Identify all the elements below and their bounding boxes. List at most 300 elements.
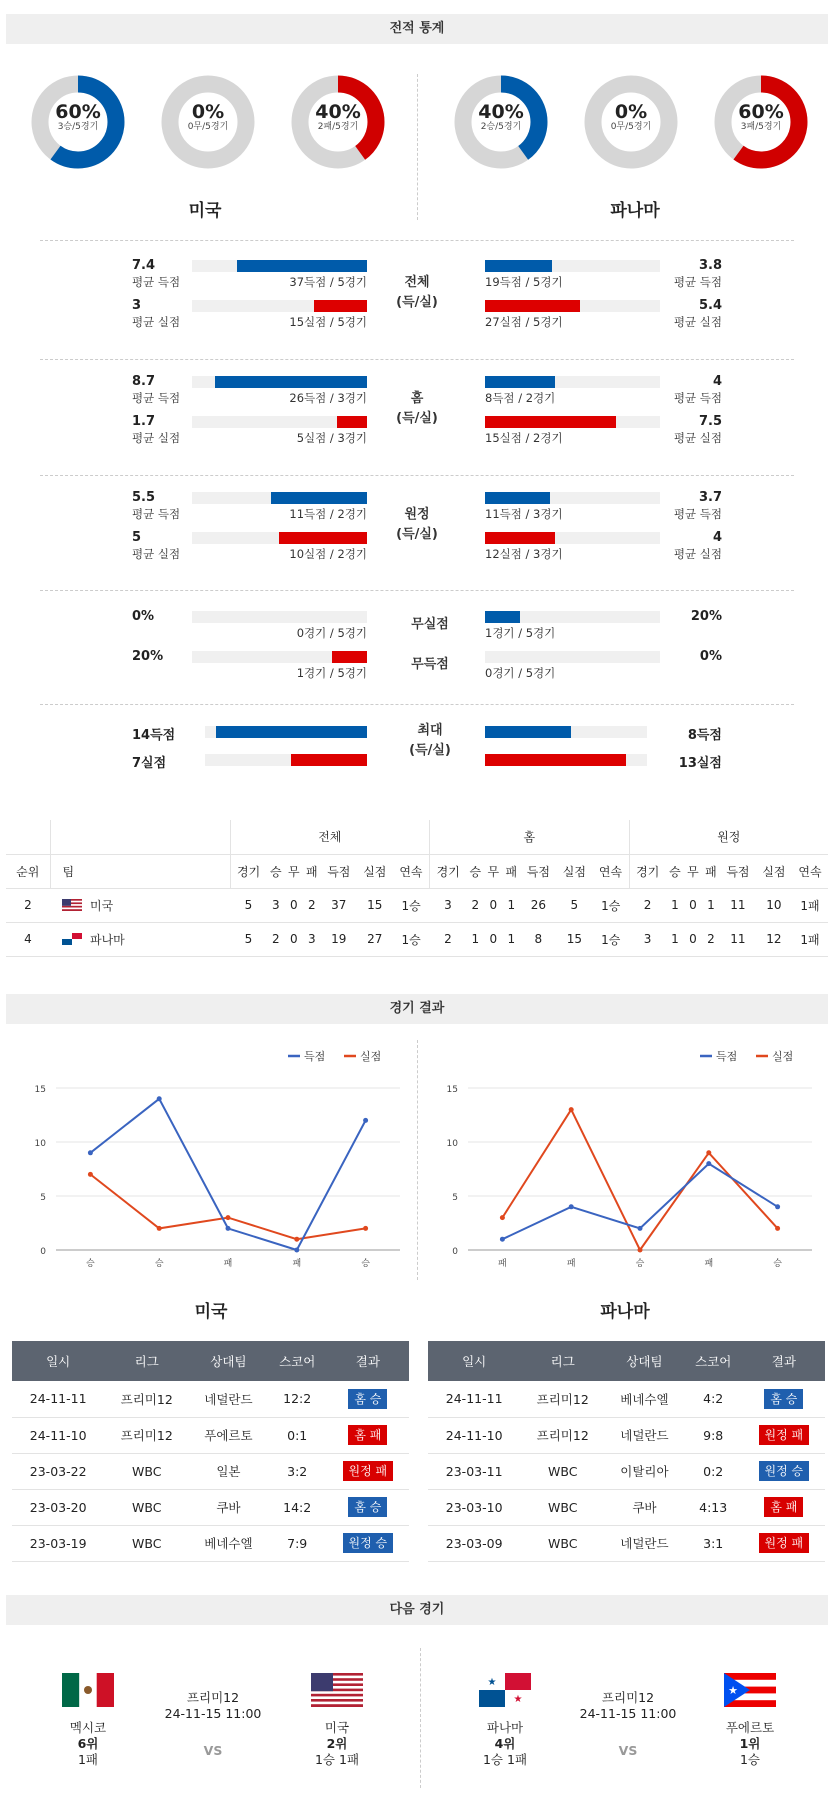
standings-column-header: 연속 <box>792 854 828 888</box>
donut-percent: 40% <box>315 101 361 123</box>
data-point <box>294 1248 299 1253</box>
results-row <box>12 1417 409 1453</box>
standings-group-header: 홈 <box>430 820 630 854</box>
result-badge: 홈 패 <box>348 1425 387 1445</box>
standings-cell: 2 <box>267 922 285 956</box>
results-cell: WBC <box>104 1453 189 1489</box>
results-column-header: 결과 <box>327 1341 409 1381</box>
next-team-rank: 4위 <box>494 1736 516 1751</box>
away-chart-title: 파나마 <box>600 1302 650 1322</box>
standings-group-header: 원정 <box>629 820 828 854</box>
bar-track <box>192 611 367 623</box>
data-point <box>775 1226 780 1231</box>
standings-cell: 11 <box>720 922 756 956</box>
stat-category-name: 홈 <box>410 391 424 406</box>
results-cell: 프리미12 <box>520 1381 605 1417</box>
away-stat-value: 7.5 <box>698 414 722 429</box>
results-cell: 쿠바 <box>605 1489 684 1525</box>
results-cell: 베네수엘 <box>605 1381 684 1417</box>
standings-column-header: 승 <box>666 854 684 888</box>
away-stat-label: 평균 실점 <box>673 547 722 561</box>
home-stat-caption: 10실점 / 2경기 <box>289 547 367 561</box>
y-tick-label: 10 <box>446 1139 458 1149</box>
standings-cell: 11 <box>720 888 756 922</box>
standings-cell: 0 <box>684 922 702 956</box>
standings-cell: 1 <box>502 888 520 922</box>
x-tick-label: 패 <box>498 1259 507 1269</box>
puerto-rico-flag-icon <box>724 1673 776 1707</box>
data-point <box>569 1107 574 1112</box>
x-tick-label: 패 <box>704 1259 714 1269</box>
next-time: 24-11-15 11:00 <box>164 1706 262 1721</box>
donut-percent: 60% <box>55 101 101 123</box>
results-cell: 23-03-10 <box>428 1489 520 1525</box>
home-stat-value: 1.7 <box>132 414 156 429</box>
standings-cell: 1승 <box>592 922 629 956</box>
results-cell <box>743 1417 825 1453</box>
standings-cell: 0 <box>484 888 502 922</box>
results-row <box>12 1453 409 1489</box>
results-cell: 24-11-10 <box>12 1417 104 1453</box>
standings-table <box>6 820 828 957</box>
away-stat-caption: 19득점 / 5경기 <box>485 275 563 289</box>
next-team-name: 미국 <box>324 1720 350 1735</box>
standings-team-cell <box>50 888 230 922</box>
standings-head-row <box>6 854 828 888</box>
home-stat-bar <box>337 416 367 428</box>
stat-category-unit: (득/실) <box>396 295 438 310</box>
standings-cell: 15 <box>357 888 393 922</box>
x-tick-label: 승 <box>361 1259 370 1269</box>
home-max-bar <box>291 754 367 766</box>
donut-subtext: 0무/5경기 <box>187 122 229 132</box>
legend-scored-label: 득점 <box>304 1050 326 1063</box>
home-max-value: 14득점 <box>132 728 176 743</box>
home-stat-caption: 15실점 / 5경기 <box>289 315 367 329</box>
data-point <box>157 1226 162 1231</box>
donut-percent: 0% <box>191 101 225 123</box>
max-category <box>390 721 470 761</box>
results-section-header: 경기 결과 <box>6 994 828 1024</box>
data-point <box>88 1172 93 1177</box>
home-clean-value: 20% <box>132 649 164 664</box>
standings-column-header: 순위 <box>6 854 50 888</box>
standings-column-header: 득점 <box>321 854 357 888</box>
home-stat-value: 8.7 <box>132 374 156 389</box>
result-badge: 홈 승 <box>348 1497 387 1517</box>
away-stat-caption: 11득점 / 3경기 <box>485 507 563 521</box>
away-stat-bar <box>485 260 552 272</box>
next-team-info <box>700 1720 800 1768</box>
standings-cell: 1 <box>666 888 684 922</box>
standings-cell: 15 <box>556 922 592 956</box>
donut-label <box>160 74 256 133</box>
results-cell: 9:8 <box>684 1417 743 1453</box>
x-tick-label: 승 <box>154 1259 164 1269</box>
next-team-info <box>38 1720 138 1768</box>
y-tick-label: 15 <box>446 1085 458 1095</box>
y-tick-label: 0 <box>452 1247 458 1257</box>
result-badge: 홈 승 <box>764 1389 803 1409</box>
mexico-flag-icon <box>62 1673 114 1707</box>
next-team-record: 1승 <box>739 1752 761 1767</box>
donut-subtext: 3승/5경기 <box>57 122 99 132</box>
results-row <box>428 1525 825 1561</box>
results-row <box>12 1525 409 1561</box>
next-team-record: 1패 <box>77 1752 99 1767</box>
away-stat-value: 5.4 <box>698 298 722 313</box>
results-cell: 12:2 <box>268 1381 327 1417</box>
away-stat-label: 평균 득점 <box>673 391 722 405</box>
results-cell: 0:1 <box>268 1417 327 1453</box>
standings-cell: 2 <box>702 922 720 956</box>
results-cell: 24-11-10 <box>428 1417 520 1453</box>
section-divider <box>40 475 794 476</box>
home-stat-label: 평균 실점 <box>132 547 181 561</box>
standings-cell: 1승 <box>393 922 430 956</box>
away-line-chart <box>432 1040 820 1280</box>
away-stat-caption: 12실점 / 3경기 <box>485 547 563 561</box>
standings-cell: 27 <box>357 922 393 956</box>
data-point <box>706 1150 711 1155</box>
standings-column-header: 실점 <box>357 854 393 888</box>
away-clean-value: 0% <box>699 649 722 664</box>
svg-text:★: ★ <box>728 1684 738 1697</box>
standings-cell: 0 <box>684 888 702 922</box>
standings-cell: 2 <box>303 888 321 922</box>
away-stat-caption: 27실점 / 5경기 <box>485 315 563 329</box>
result-badge: 원정 패 <box>343 1461 394 1481</box>
standings-column-header: 무 <box>285 854 303 888</box>
results-column-header: 결과 <box>743 1341 825 1381</box>
results-row <box>428 1381 825 1417</box>
home-stat-label: 평균 득점 <box>132 391 181 405</box>
y-tick-label: 0 <box>40 1247 46 1257</box>
result-badge: 원정 승 <box>759 1461 810 1481</box>
away-max-value: 8득점 <box>687 728 722 743</box>
results-cell: 네덜란드 <box>189 1381 268 1417</box>
standings-column-header: 연속 <box>592 854 629 888</box>
results-cell: 24-11-11 <box>12 1381 104 1417</box>
standings-cell: 0 <box>484 922 502 956</box>
away-stat-value: 4 <box>712 530 722 545</box>
clean-category: 무실점 <box>411 617 449 632</box>
data-point <box>500 1215 505 1220</box>
stat-category <box>377 273 457 313</box>
results-cell: 7:9 <box>268 1525 327 1561</box>
results-cell: WBC <box>104 1525 189 1561</box>
away-max-bar <box>485 754 626 766</box>
stat-category-name: 전체 <box>404 275 430 290</box>
stat-category-unit: (득/실) <box>396 527 438 542</box>
results-column-header: 리그 <box>520 1341 605 1381</box>
results-row <box>12 1489 409 1525</box>
standings-group-header: 전체 <box>230 820 430 854</box>
home-stat-caption: 5실점 / 3경기 <box>296 431 367 445</box>
next-team-record: 1승 1패 <box>482 1752 528 1767</box>
y-tick-label: 5 <box>40 1193 46 1203</box>
standings-cell: 3 <box>303 922 321 956</box>
results-cell: 쿠바 <box>189 1489 268 1525</box>
away-stat-bar <box>485 416 616 428</box>
results-cell: 프리미12 <box>104 1417 189 1453</box>
next-game-info <box>153 1690 273 1722</box>
standings-column-header: 득점 <box>720 854 756 888</box>
results-cell: 푸에르토 <box>189 1417 268 1453</box>
results-cell: WBC <box>104 1489 189 1525</box>
next-team-record: 1승 1패 <box>314 1752 360 1767</box>
team-name: 미국 <box>90 898 114 913</box>
next-team-name: 푸에르토 <box>725 1720 775 1735</box>
x-tick-label: 패 <box>292 1259 302 1269</box>
home-stat-label: 평균 득점 <box>132 507 181 521</box>
results-cell: 23-03-22 <box>12 1453 104 1489</box>
donut-label <box>713 74 809 133</box>
standings-cell: 3 <box>430 888 467 922</box>
home-clean-caption: 1경기 / 5경기 <box>296 666 367 680</box>
results-cell: 일본 <box>189 1453 268 1489</box>
results-head-row <box>12 1341 409 1381</box>
section-divider <box>40 590 794 591</box>
results-row <box>428 1453 825 1489</box>
y-tick-label: 10 <box>34 1139 46 1149</box>
donut-percent: 60% <box>738 101 784 123</box>
results-column-header: 스코어 <box>684 1341 743 1381</box>
away-max-value: 13실점 <box>678 756 722 771</box>
home-line-chart <box>20 1040 408 1280</box>
results-cell <box>743 1489 825 1525</box>
standings-cell: 37 <box>321 888 357 922</box>
usa-flag-icon <box>62 899 82 914</box>
standings-column-header: 무 <box>484 854 502 888</box>
away-max-bar <box>485 726 571 738</box>
results-row <box>428 1489 825 1525</box>
away-stat-caption: 8득점 / 2경기 <box>485 391 556 405</box>
results-cell: 프리미12 <box>104 1381 189 1417</box>
data-point <box>569 1204 574 1209</box>
home-stat-value: 5 <box>132 530 142 545</box>
legend-conceded-label: 실점 <box>772 1050 794 1063</box>
results-cell: 3:1 <box>684 1525 743 1561</box>
home-stat-bar <box>237 260 367 272</box>
results-column-header: 일시 <box>12 1341 104 1381</box>
standings-cell: 1승 <box>592 888 629 922</box>
standings-column-header: 팀 <box>50 854 230 888</box>
standings-cell: 2 <box>6 888 50 922</box>
results-cell: 네덜란드 <box>605 1417 684 1453</box>
home-stat-label: 평균 실점 <box>132 431 181 445</box>
home-stat-value: 3 <box>132 298 142 313</box>
data-point <box>226 1215 231 1220</box>
section-divider <box>40 359 794 360</box>
home-results-table <box>12 1341 409 1562</box>
standings-cell: 3 <box>267 888 285 922</box>
home-stat-value: 7.4 <box>132 258 156 273</box>
donut-label <box>30 74 126 133</box>
next-game-info <box>568 1690 688 1722</box>
home-chart-title: 미국 <box>194 1302 228 1322</box>
home-max-value: 7실점 <box>132 756 167 771</box>
home-clean-value: 0% <box>132 609 155 624</box>
team-name: 파나마 <box>90 932 125 947</box>
standings-column-header: 패 <box>303 854 321 888</box>
standings-cell: 2 <box>466 888 484 922</box>
record-section-header: 전적 통계 <box>6 14 828 44</box>
donut-percent: 40% <box>478 101 524 123</box>
divider <box>417 1040 418 1280</box>
x-tick-label: 승 <box>635 1259 645 1269</box>
result-badge: 원정 승 <box>343 1533 394 1553</box>
home-stat-bar <box>314 300 367 312</box>
empty-cell <box>6 820 50 854</box>
y-tick-label: 15 <box>34 1085 46 1095</box>
data-point <box>363 1118 368 1123</box>
data-point <box>363 1226 368 1231</box>
home-clean-bar <box>332 651 367 663</box>
section-divider <box>40 240 794 241</box>
standings-column-header: 패 <box>702 854 720 888</box>
standings-team-cell <box>50 922 230 956</box>
results-cell: 3:2 <box>268 1453 327 1489</box>
data-point <box>226 1226 231 1231</box>
standings-column-header: 승 <box>466 854 484 888</box>
home-stat-bar <box>271 492 367 504</box>
standings-cell: 1 <box>702 888 720 922</box>
data-point <box>88 1150 93 1155</box>
next-league: 프리미12 <box>186 1690 240 1705</box>
results-cell: 23-03-09 <box>428 1525 520 1561</box>
results-row <box>12 1381 409 1417</box>
svg-text:★: ★ <box>513 1694 523 1705</box>
away-stat-label: 평균 득점 <box>673 507 722 521</box>
away-stat-value: 4 <box>712 374 722 389</box>
donut-label <box>453 74 549 133</box>
results-cell <box>327 1453 409 1489</box>
stat-category-unit: (득/실) <box>396 411 438 426</box>
standings-cell: 1패 <box>792 888 828 922</box>
data-point <box>500 1237 505 1242</box>
home-stat-bar <box>279 532 367 544</box>
results-cell: 4:13 <box>684 1489 743 1525</box>
vs-label: VS <box>618 1743 638 1758</box>
away-clean-value: 20% <box>690 609 722 624</box>
standings-column-header: 패 <box>502 854 520 888</box>
standings-column-header: 경기 <box>430 854 467 888</box>
donut-percent: 0% <box>614 101 648 123</box>
results-cell: 23-03-19 <box>12 1525 104 1561</box>
results-column-header: 스코어 <box>268 1341 327 1381</box>
standings-column-header: 무 <box>684 854 702 888</box>
away-stat-label: 평균 실점 <box>673 431 722 445</box>
away-stat-bar <box>485 532 555 544</box>
standings-cell: 4 <box>6 922 50 956</box>
next-team-rank: 1위 <box>739 1736 761 1751</box>
results-cell: 프리미12 <box>520 1417 605 1453</box>
standings-cell: 0 <box>285 922 303 956</box>
standings-cell: 10 <box>756 888 792 922</box>
data-point <box>706 1161 711 1166</box>
result-badge: 홈 승 <box>348 1389 387 1409</box>
home-stat-bar <box>215 376 367 388</box>
standings-column-header: 승 <box>267 854 285 888</box>
standings-column-header: 경기 <box>230 854 267 888</box>
standings-cell: 5 <box>230 888 267 922</box>
results-cell: 4:2 <box>684 1381 743 1417</box>
stat-category <box>377 389 457 429</box>
standings-cell: 8 <box>520 922 556 956</box>
standings-column-header: 실점 <box>756 854 792 888</box>
away-clean-caption: 0경기 / 5경기 <box>485 666 556 680</box>
home-stat-caption: 11득점 / 2경기 <box>289 507 367 521</box>
home-stat-value: 5.5 <box>132 490 156 505</box>
results-cell: 베네수엘 <box>189 1525 268 1561</box>
standings-cell: 12 <box>756 922 792 956</box>
standings-row <box>6 922 828 956</box>
divider <box>417 74 418 220</box>
results-cell: 네덜란드 <box>605 1525 684 1561</box>
results-cell: WBC <box>520 1489 605 1525</box>
max-category-name: 최대 <box>417 723 443 738</box>
standings-column-header: 실점 <box>556 854 592 888</box>
results-cell <box>743 1381 825 1417</box>
results-column-header: 리그 <box>104 1341 189 1381</box>
data-point <box>775 1204 780 1209</box>
results-cell: 이탈리아 <box>605 1453 684 1489</box>
x-tick-label: 승 <box>773 1259 782 1269</box>
result-badge: 홈 패 <box>764 1497 803 1517</box>
away-stat-value: 3.8 <box>698 258 722 273</box>
bar-track <box>485 651 660 663</box>
away-stat-value: 3.7 <box>698 490 722 505</box>
next-league: 프리미12 <box>601 1690 655 1705</box>
panama-flag-icon <box>479 1673 531 1707</box>
standings-cell: 5 <box>230 922 267 956</box>
results-cell: 0:2 <box>684 1453 743 1489</box>
data-point <box>294 1237 299 1242</box>
next-time: 24-11-15 11:00 <box>579 1706 677 1721</box>
next-team-name: 멕시코 <box>69 1720 107 1735</box>
home-stat-label: 평균 실점 <box>132 315 181 329</box>
results-cell <box>327 1525 409 1561</box>
data-point <box>638 1248 643 1253</box>
results-row <box>428 1417 825 1453</box>
standings-column-header: 연속 <box>393 854 430 888</box>
standings-group-row <box>6 820 828 854</box>
standings-cell: 1패 <box>792 922 828 956</box>
empty-cell <box>50 820 230 854</box>
results-cell <box>327 1417 409 1453</box>
donut-subtext: 0무/5경기 <box>610 122 652 132</box>
clean-category: 무득점 <box>411 657 449 672</box>
away-clean-caption: 1경기 / 5경기 <box>485 626 556 640</box>
standings-cell: 5 <box>556 888 592 922</box>
home-stat-caption: 26득점 / 3경기 <box>289 391 367 405</box>
results-column-header: 일시 <box>428 1341 520 1381</box>
next-section-header: 다음 경기 <box>6 1595 828 1625</box>
results-cell <box>327 1489 409 1525</box>
results-column-header: 상대팀 <box>189 1341 268 1381</box>
next-team-name: 파나마 <box>486 1720 524 1735</box>
results-cell: 24-11-11 <box>428 1381 520 1417</box>
results-cell <box>743 1525 825 1561</box>
standings-cell: 1 <box>666 922 684 956</box>
standings-cell: 3 <box>629 922 666 956</box>
away-stat-caption: 15실점 / 2경기 <box>485 431 563 445</box>
next-team-rank: 6위 <box>77 1736 99 1751</box>
home-team-name: 미국 <box>188 201 222 221</box>
standings-cell: 1 <box>466 922 484 956</box>
usa-flag-icon <box>311 1673 363 1707</box>
